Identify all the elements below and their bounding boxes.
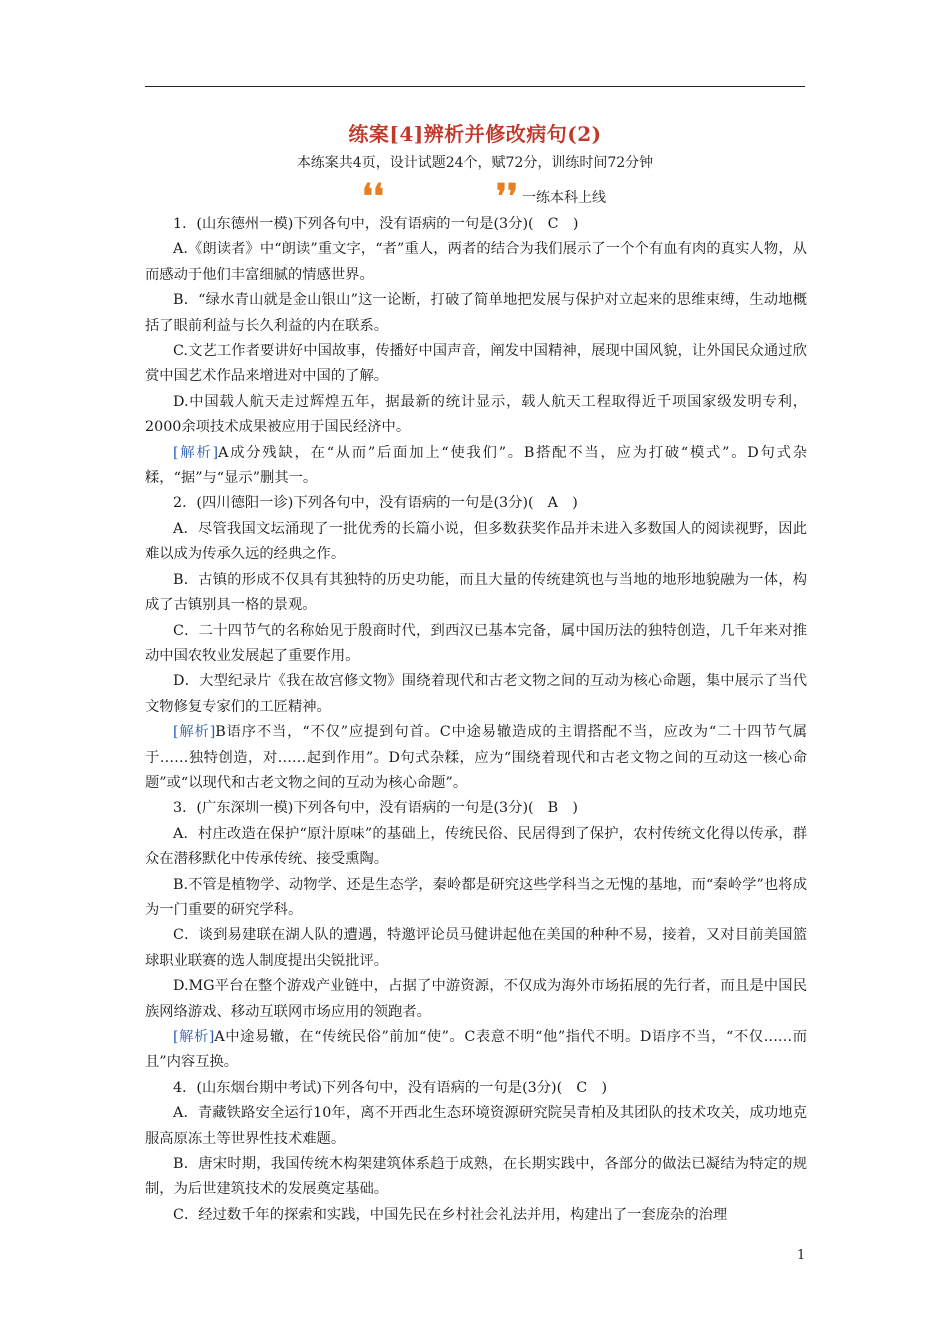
question-analysis: [解析]B语序不当，“不仅”应提到句首。C中途易辙造成的主谓搭配不当，应改为“二十四节气属于……独特创造，对……起到作用”。D句式杂糅，应为“围绕着现代和古老文物之间的互动这一核心命题”或“以现代和古老文物之间的互动为核心命题”。	[145, 724, 808, 791]
question-option: A．村庄改造在保护“原汁原味”的基础上，传统民俗、民居得到了保护，农村传统文化得以传承，群众在潜移默化中传承传统、接受熏陶。	[145, 825, 807, 868]
page-subtitle: 本练案共4页，设计试题24个，赋72分，训练时间72分钟	[296, 155, 654, 171]
question-option: B．古镇的形成不仅具有其独特的历史功能，而且大量的传统建筑也与当地的地形地貌融为一体，构成了古镇别具一格的景观。	[145, 571, 807, 614]
question-option: B．唐宋时期，我国传统木构架建筑体系趋于成熟，在长期实践中，各部分的做法已凝结为特定的规制，为后世建筑技术的发展奠定基础。	[145, 1156, 807, 1198]
question-option: D.中国载人航天走过辉煌五年，据最新的统计显示，载人航天工程取得近千项国家级发明专利，2000余项技术成果被应用于国民经济中。	[145, 393, 807, 436]
question-stem: 4．(山东烟台期中考试)下列各句中，没有语病的一句是(3分)( C )	[173, 1079, 608, 1096]
question-stem: 3．(广东深圳一模)下列各句中，没有语病的一句是(3分)( B )	[173, 800, 579, 817]
answer-mark: B	[547, 800, 559, 817]
banner-text: 一练本科上线	[522, 190, 606, 206]
question-option: C．经过数千年的探索和实践，中国先民在乡村社会礼法并用，构建出了一套庞杂的治理	[173, 1206, 728, 1223]
answer-mark: C	[576, 1079, 588, 1096]
question-option: C．谈到易建联在湖人队的遭遇，特邀评论员马健讲起他在美国的种种不易，接着，又对目前美国篮球职业联赛的选人制度提出尖锐批评。	[145, 927, 807, 969]
answer-mark: C	[547, 216, 559, 232]
header-rule	[145, 86, 805, 87]
question-option: C．二十四节气的名称始见于殷商时代，到西汉已基本完备，属中国历法的独特创造，几千年来对推动中国农牧业发展起了重要作用。	[145, 622, 807, 664]
question-analysis: [解析]A成分残缺，在“从而”后面加上“使我们”。B搭配不当，应为打破“模式”。D句式杂糅，“据”与“显示”删其一。	[145, 444, 807, 487]
analysis-tag: [解析]	[173, 724, 216, 741]
question-option: C.文艺工作者要讲好中国故事，传播好中国声音，阐发中国精神，展现中国风貌，让外国民众通过欣赏中国艺术作品来增进对中国的了解。	[145, 343, 807, 385]
question-option: A.《朗读者》中“朗读”重文字，“者”重人，两者的结合为我们展示了一个个有血有肉的真实人物，从而感动于他们丰富细腻的情感世界。	[145, 241, 807, 283]
open-quote-icon: ❛❛	[362, 177, 384, 217]
question-stem: 1．(山东德州一模)下列各句中，没有语病的一句是(3分)( C )	[173, 216, 579, 232]
page-number: 1	[797, 1248, 806, 1263]
question-option: A．青藏铁路安全运行10年，离不开西北生态环境资源研究院吴青柏及其团队的技术攻关，成功地克服高原冻土等世界性技术难题。	[145, 1105, 807, 1147]
question-option: D.MG平台在整个游戏产业链中，占据了中游资源，不仅成为海外市场拓展的先行者，而且是中国民族网络游戏、移动互联网市场应用的领跑者。	[145, 978, 807, 1020]
question-list	[145, 212, 807, 1228]
question-option: A．尽管我国文坛涌现了一批优秀的长篇小说，但多数获奖作品并未进入多数国人的阅读视野，因此难以成为传承久远的经典之作。	[145, 520, 807, 563]
question-option: B.不管是植物学、动物学、还是生态学，秦岭都是研究这些学科当之无愧的基地，而“秦岭学”也将成为一门重要的研究学科。	[145, 876, 807, 918]
analysis-tag: [解析]	[173, 444, 219, 461]
page-title: 练案[4]辨析并修改病句(2)	[348, 122, 602, 146]
close-quote-icon: ❜❜	[496, 177, 518, 217]
banner	[360, 177, 690, 217]
question-option: B．“绿水青山就是金山银山”这一论断，打破了简单地把发展与保护对立起来的思维束缚，生动地概括了眼前利益与长久利益的内在联系。	[145, 292, 807, 334]
question-analysis: [解析]A中途易辙，在“传统民俗”前加“使”。C表意不明“他”指代不明。D语序不当，“不仅……而且”内容互换。	[145, 1029, 808, 1071]
analysis-tag: [解析]	[173, 1029, 215, 1045]
question-option: D．大型纪录片《我在故宫修文物》围绕着现代和古老文物之间的互动为核心命题，集中展示了当代文物修复专家们的工匠精神。	[145, 673, 807, 715]
answer-mark: A	[547, 495, 558, 512]
question-stem: 2．(四川德阳一诊)下列各句中，没有语病的一句是(3分)( A )	[173, 495, 578, 512]
